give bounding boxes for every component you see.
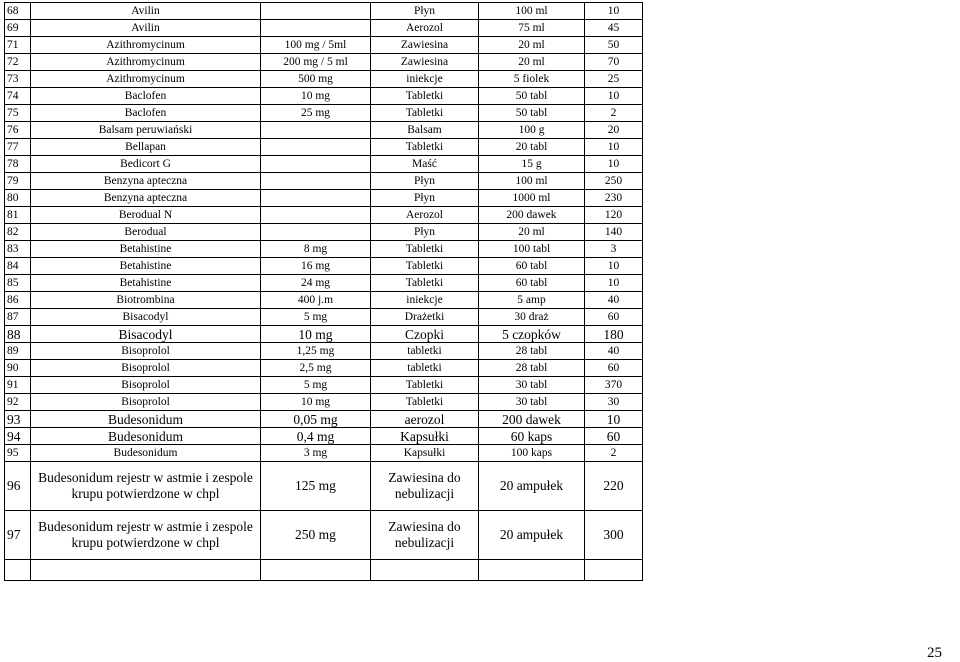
table-row [5, 241, 643, 258]
table-row [5, 105, 643, 122]
table-row [5, 156, 643, 173]
package-cell: 20 ampułek [479, 511, 585, 560]
quantity-cell: 2 [585, 105, 643, 122]
row-number-cell: 77 [5, 139, 31, 156]
package-cell: 60 kaps [479, 428, 585, 445]
empty-cell [261, 560, 371, 581]
drug-name-cell: Budesonidum [31, 411, 261, 428]
table-row [5, 71, 643, 88]
package-cell: 15 g [479, 156, 585, 173]
package-cell: 30 tabl [479, 394, 585, 411]
drug-name-cell: Budesonidum [31, 428, 261, 445]
table-row [5, 37, 643, 54]
drug-name-cell: Biotrombina [31, 292, 261, 309]
quantity-cell: 60 [585, 428, 643, 445]
table-row [5, 292, 643, 309]
quantity-cell: 180 [585, 326, 643, 343]
drug-name-cell: Balsam peruwiański [31, 122, 261, 139]
package-cell: 28 tabl [479, 343, 585, 360]
row-number-cell: 79 [5, 173, 31, 190]
package-cell: 100 ml [479, 3, 585, 20]
dose-cell: 16 mg [261, 258, 371, 275]
dose-cell: 10 mg [261, 394, 371, 411]
quantity-cell: 25 [585, 71, 643, 88]
row-number-cell: 84 [5, 258, 31, 275]
table-row [5, 326, 643, 343]
quantity-cell: 10 [585, 88, 643, 105]
quantity-cell: 10 [585, 258, 643, 275]
drug-name-cell: Bisoprolol [31, 377, 261, 394]
package-cell: 20 ml [479, 37, 585, 54]
package-cell: 75 ml [479, 20, 585, 37]
table-row [5, 207, 643, 224]
drug-name-cell: Azithromycinum [31, 37, 261, 54]
drug-name-cell: Betahistine [31, 241, 261, 258]
table-row [5, 462, 643, 511]
row-number-cell: 87 [5, 309, 31, 326]
form-cell: Czopki [371, 326, 479, 343]
form-cell: iniekcje [371, 292, 479, 309]
dose-cell: 400 j.m [261, 292, 371, 309]
row-number-cell: 74 [5, 88, 31, 105]
quantity-cell: 2 [585, 445, 643, 462]
drug-name-cell: Azithromycinum [31, 54, 261, 71]
form-cell: Tabletki [371, 394, 479, 411]
row-number-cell: 75 [5, 105, 31, 122]
dose-cell: 10 mg [261, 326, 371, 343]
dose-cell: 1,25 mg [261, 343, 371, 360]
package-cell: 100 tabl [479, 241, 585, 258]
drug-name-cell: Berodual N [31, 207, 261, 224]
table-row [5, 224, 643, 241]
medication-table [4, 2, 643, 581]
table-row [5, 343, 643, 360]
drug-name-cell: Betahistine [31, 258, 261, 275]
form-cell: Maść [371, 156, 479, 173]
table-row [5, 88, 643, 105]
dose-cell: 0,05 mg [261, 411, 371, 428]
dose-cell: 100 mg / 5ml [261, 37, 371, 54]
table-row [5, 428, 643, 445]
package-cell: 60 tabl [479, 258, 585, 275]
dose-cell: 500 mg [261, 71, 371, 88]
row-number-cell: 82 [5, 224, 31, 241]
dose-cell: 125 mg [261, 462, 371, 511]
form-cell: Płyn [371, 224, 479, 241]
row-number-cell: 83 [5, 241, 31, 258]
drug-name-cell: Benzyna apteczna [31, 190, 261, 207]
drug-name-cell: Baclofen [31, 88, 261, 105]
drug-name-cell: Budesonidum rejestr w astmie i zespole krupu potwierdzone w chpl [31, 462, 261, 511]
row-number-cell: 73 [5, 71, 31, 88]
package-cell: 50 tabl [479, 105, 585, 122]
package-cell: 30 draż [479, 309, 585, 326]
empty-cell [479, 560, 585, 581]
empty-cell [5, 560, 31, 581]
quantity-cell: 20 [585, 122, 643, 139]
quantity-cell: 120 [585, 207, 643, 224]
dose-cell: 5 mg [261, 309, 371, 326]
package-cell: 1000 ml [479, 190, 585, 207]
drug-name-cell: Bellapan [31, 139, 261, 156]
quantity-cell: 10 [585, 411, 643, 428]
drug-name-cell: Bisoprolol [31, 343, 261, 360]
empty-cell [31, 560, 261, 581]
package-cell: 100 ml [479, 173, 585, 190]
dose-cell: 5 mg [261, 377, 371, 394]
quantity-cell: 40 [585, 292, 643, 309]
drug-name-cell: Azithromycinum [31, 71, 261, 88]
package-cell: 5 czopków [479, 326, 585, 343]
drug-name-cell: Budesonidum [31, 445, 261, 462]
table-row [5, 411, 643, 428]
row-number-cell: 81 [5, 207, 31, 224]
dose-cell: 24 mg [261, 275, 371, 292]
table-row [5, 275, 643, 292]
form-cell: Zawiesina do nebulizacji [371, 462, 479, 511]
form-cell: Aerozol [371, 207, 479, 224]
row-number-cell: 97 [5, 511, 31, 560]
dose-cell [261, 156, 371, 173]
table-row [5, 20, 643, 37]
table-row [5, 190, 643, 207]
table-row [5, 360, 643, 377]
drug-name-cell: Bisoprolol [31, 360, 261, 377]
package-cell: 20 ml [479, 54, 585, 71]
form-cell: Płyn [371, 3, 479, 20]
form-cell: Kapsułki [371, 428, 479, 445]
row-number-cell: 71 [5, 37, 31, 54]
row-number-cell: 76 [5, 122, 31, 139]
row-number-cell: 92 [5, 394, 31, 411]
drug-name-cell: Bisoprolol [31, 394, 261, 411]
dose-cell: 10 mg [261, 88, 371, 105]
dose-cell: 25 mg [261, 105, 371, 122]
row-number-cell: 80 [5, 190, 31, 207]
form-cell: Zawiesina do nebulizacji [371, 511, 479, 560]
row-number-cell: 95 [5, 445, 31, 462]
drug-name-cell: Bedicort G [31, 156, 261, 173]
quantity-cell: 3 [585, 241, 643, 258]
dose-cell [261, 122, 371, 139]
row-number-cell: 85 [5, 275, 31, 292]
quantity-cell: 50 [585, 37, 643, 54]
form-cell: Kapsułki [371, 445, 479, 462]
quantity-cell: 250 [585, 173, 643, 190]
row-number-cell: 93 [5, 411, 31, 428]
package-cell: 100 g [479, 122, 585, 139]
package-cell: 20 ampułek [479, 462, 585, 511]
quantity-cell: 300 [585, 511, 643, 560]
table-row [5, 54, 643, 71]
quantity-cell: 10 [585, 3, 643, 20]
dose-cell [261, 224, 371, 241]
dose-cell [261, 173, 371, 190]
drug-name-cell: Bisacodyl [31, 309, 261, 326]
dose-cell [261, 207, 371, 224]
quantity-cell: 60 [585, 360, 643, 377]
form-cell: tabletki [371, 343, 479, 360]
form-cell: Tabletki [371, 275, 479, 292]
form-cell: Zawiesina [371, 54, 479, 71]
quantity-cell: 220 [585, 462, 643, 511]
dose-cell [261, 190, 371, 207]
quantity-cell: 230 [585, 190, 643, 207]
table-row [5, 511, 643, 560]
empty-row [5, 560, 643, 581]
page-number: 25 [927, 645, 942, 661]
form-cell: iniekcje [371, 71, 479, 88]
empty-cell [585, 560, 643, 581]
form-cell: Tabletki [371, 105, 479, 122]
dose-cell: 0,4 mg [261, 428, 371, 445]
dose-cell: 8 mg [261, 241, 371, 258]
dose-cell: 2,5 mg [261, 360, 371, 377]
row-number-cell: 86 [5, 292, 31, 309]
empty-cell [371, 560, 479, 581]
row-number-cell: 96 [5, 462, 31, 511]
drug-name-cell: Betahistine [31, 275, 261, 292]
drug-name-cell: Berodual [31, 224, 261, 241]
table-row [5, 139, 643, 156]
package-cell: 60 tabl [479, 275, 585, 292]
dose-cell [261, 20, 371, 37]
quantity-cell: 60 [585, 309, 643, 326]
package-cell: 5 fiolek [479, 71, 585, 88]
row-number-cell: 90 [5, 360, 31, 377]
drug-name-cell: Avilin [31, 3, 261, 20]
quantity-cell: 10 [585, 139, 643, 156]
dose-cell [261, 3, 371, 20]
table-row [5, 173, 643, 190]
quantity-cell: 70 [585, 54, 643, 71]
drug-name-cell: Bisacodyl [31, 326, 261, 343]
drug-name-cell: Budesonidum rejestr w astmie i zespole krupu potwierdzone w chpl [31, 511, 261, 560]
table-row [5, 394, 643, 411]
package-cell: 200 dawek [479, 207, 585, 224]
quantity-cell: 45 [585, 20, 643, 37]
quantity-cell: 370 [585, 377, 643, 394]
row-number-cell: 88 [5, 326, 31, 343]
drug-name-cell: Benzyna apteczna [31, 173, 261, 190]
table-row [5, 377, 643, 394]
form-cell: tabletki [371, 360, 479, 377]
package-cell: 200 dawek [479, 411, 585, 428]
package-cell: 20 ml [479, 224, 585, 241]
drug-name-cell: Baclofen [31, 105, 261, 122]
package-cell: 30 tabl [479, 377, 585, 394]
dose-cell: 250 mg [261, 511, 371, 560]
form-cell: Tabletki [371, 377, 479, 394]
form-cell: Aerozol [371, 20, 479, 37]
form-cell: Balsam [371, 122, 479, 139]
package-cell: 50 tabl [479, 88, 585, 105]
table-row [5, 445, 643, 462]
table-row [5, 258, 643, 275]
form-cell: Zawiesina [371, 37, 479, 54]
dose-cell: 3 mg [261, 445, 371, 462]
form-cell: Płyn [371, 190, 479, 207]
dose-cell [261, 139, 371, 156]
quantity-cell: 10 [585, 156, 643, 173]
package-cell: 5 amp [479, 292, 585, 309]
row-number-cell: 69 [5, 20, 31, 37]
drug-name-cell: Avilin [31, 20, 261, 37]
quantity-cell: 140 [585, 224, 643, 241]
package-cell: 28 tabl [479, 360, 585, 377]
package-cell: 100 kaps [479, 445, 585, 462]
form-cell: Tabletki [371, 139, 479, 156]
form-cell: Płyn [371, 173, 479, 190]
row-number-cell: 68 [5, 3, 31, 20]
form-cell: aerozol [371, 411, 479, 428]
quantity-cell: 30 [585, 394, 643, 411]
row-number-cell: 89 [5, 343, 31, 360]
row-number-cell: 94 [5, 428, 31, 445]
package-cell: 20 tabl [479, 139, 585, 156]
row-number-cell: 72 [5, 54, 31, 71]
form-cell: Tabletki [371, 88, 479, 105]
quantity-cell: 10 [585, 275, 643, 292]
row-number-cell: 78 [5, 156, 31, 173]
table-row [5, 3, 643, 20]
quantity-cell: 40 [585, 343, 643, 360]
table-row [5, 122, 643, 139]
form-cell: Drażetki [371, 309, 479, 326]
form-cell: Tabletki [371, 241, 479, 258]
medication-table-body [5, 3, 643, 581]
table-row [5, 309, 643, 326]
form-cell: Tabletki [371, 258, 479, 275]
dose-cell: 200 mg / 5 ml [261, 54, 371, 71]
row-number-cell: 91 [5, 377, 31, 394]
